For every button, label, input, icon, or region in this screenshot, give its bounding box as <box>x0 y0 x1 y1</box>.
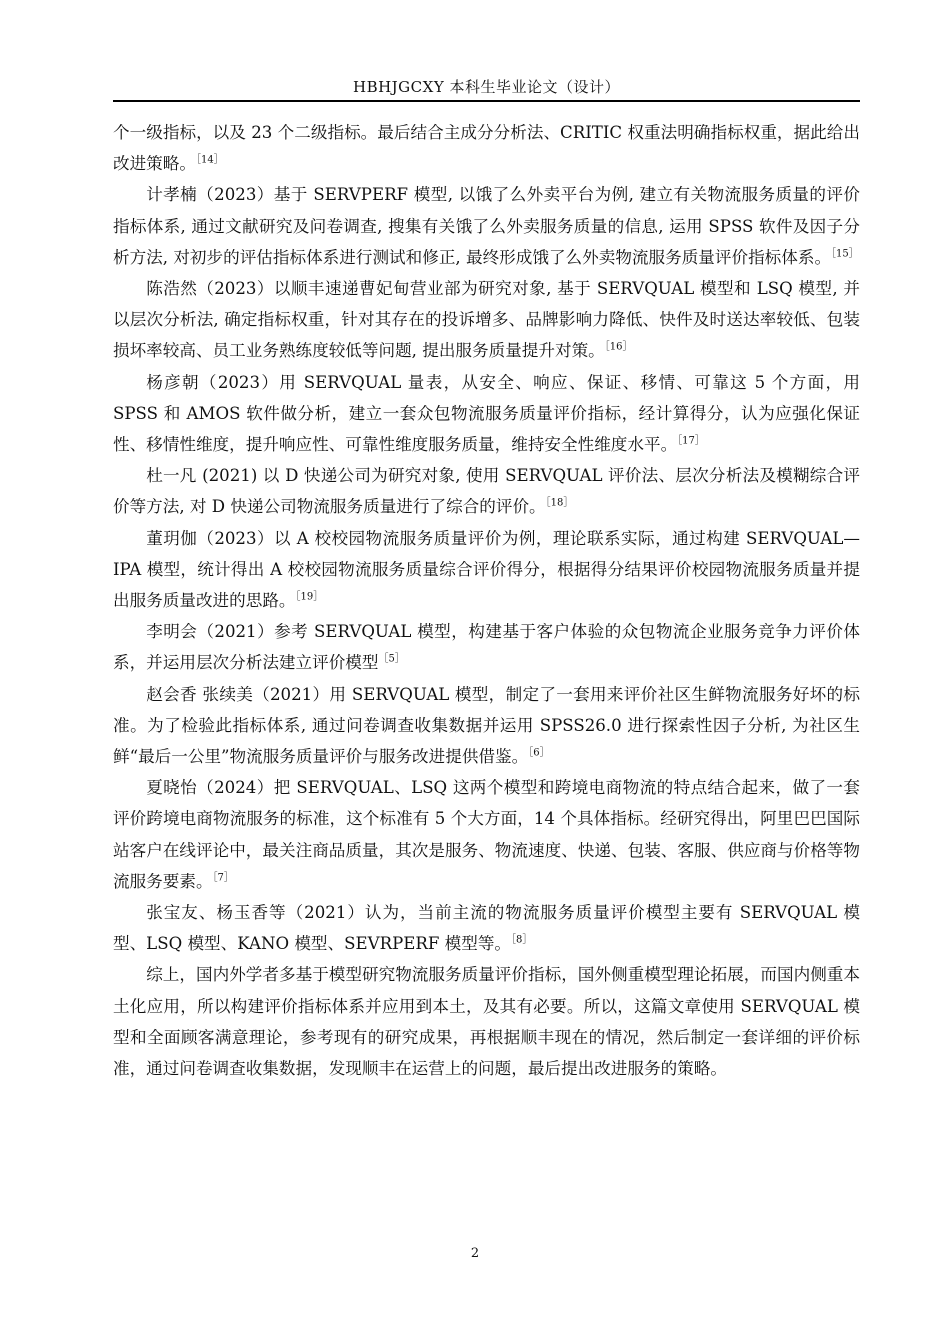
paragraph-1 <box>113 117 860 179</box>
paragraph-5 <box>113 460 860 522</box>
citation-ref[interactable]: ［8］ <box>511 934 533 946</box>
paragraph-text: 综上，国内外学者多基于模型研究物流服务质量评价指标，国外侧重模型理论拓展，而国内侧重本土化应用，所以构建评价指标体系并应用到本土，及其有必要。所以，这篇文章使用 SERVQUAL 模型和全面顾客满意理论，参考现有的研究成果，再根据顺丰现在的情况，然后制定一套详细的评价标准，通过问卷调查收集数据，发现顺丰在运营上的问题，最后提出改进服务的策略。 <box>113 965 860 1079</box>
paragraph-8 <box>113 679 860 773</box>
citation-ref[interactable]: ［7］ <box>212 872 234 884</box>
citation-ref[interactable]: ［17］ <box>677 435 705 447</box>
paragraph-2 <box>113 179 860 273</box>
citation-ref[interactable]: ［6］ <box>528 747 550 759</box>
paragraph-text: 董玥伽（2023）以 A 校校园物流服务质量评价为例，理论联系实际，通过构建 SERVQUAL—IPA 模型，统计得出 A 校校园物流服务质量综合评价得分，根据得分结果评价校园物流服务质量并提出服务质量改进的思路。 <box>113 528 860 611</box>
citation-ref[interactable]: ［15］ <box>831 248 859 260</box>
page-number: 2 <box>470 1246 480 1261</box>
body-text <box>113 117 860 1084</box>
paragraph-text: 杨彦朝（2023）用 SERVQUAL 量表，从安全、响应、保证、移情、可靠这 5 个方面，用 SPSS 和 AMOS 软件做分析，建立一套众包物流服务质量评价指标，经计算得分，认为应强化保证性、移情性维度，提升响应性、可靠性维度服务质量，维持安全性维度水平。 <box>113 372 860 455</box>
paragraph-text: 夏晓怡（2024）把 SERVQUAL、LSQ 这两个模型和跨境电商物流的特点结合起来，做了一套评价跨境电商物流服务的标准，这个标准有 5 个大方面，14 个具体指标。经研究得出，阿里巴巴国际站客户在线评论中，最关注商品质量，其次是服务、物流速度、快递、包装、客服、供应商与价格等物流服务要素。 <box>113 778 860 891</box>
citation-ref[interactable]: ［18］ <box>545 497 574 509</box>
paragraph-text: 张宝友、杨玉香等（2021）认为，当前主流的物流服务质量评价模型主要有 SERVQUAL 模型、LSQ 模型、KANO 模型、SEVRPERF 模型等。 <box>113 903 860 954</box>
paragraph-10 <box>113 897 860 959</box>
paragraph-text: 个一级指标，以及 23 个二级指标。最后结合主成分分析法、CRITIC 权重法明确指标权重，据此给出改进策略。 <box>113 123 860 174</box>
paragraph-3 <box>113 273 860 367</box>
citation-ref[interactable]: ［14］ <box>195 154 224 166</box>
citation-ref[interactable]: ［19］ <box>295 591 324 603</box>
page-header: HBHJGCXY 本科生毕业论文（设计） <box>352 78 620 96</box>
paragraph-text: 陈浩然（2023）以顺丰速递曹妃甸营业部为研究对象, 基于 SERVQUAL 模型和 LSQ 模型, 并以层次分析法, 确定指标权重，针对其存在的投诉增多、品牌影响力降低、快件及时送达率较低、包装损坏率较高、员工业务熟练度较低等问题, 提出服务质量提升对策。 <box>113 279 860 361</box>
header-divider <box>113 100 860 102</box>
paragraph-text: 杜一凡 (2021) 以 D 快递公司为研究对象, 使用 SERVQUAL 评价法、层次分析法及模糊综合评价等方法, 对 D 快递公司物流服务质量进行了综合的评价。 <box>113 466 860 517</box>
paragraph-7 <box>113 616 860 678</box>
paragraph-4 <box>113 367 860 461</box>
paragraph-text: 李明会（2021）参考 SERVQUAL 模型，构建基于客户体验的众包物流企业服务竞争力评价体系，并运用层次分析法建立评价模型 <box>113 622 860 673</box>
paragraph-text: 计孝楠（2023）基于 SERVPERF 模型, 以饿了么外卖平台为例, 建立有关物流服务质量的评价指标体系, 通过文献研究及问卷调查, 搜集有关饿了么外卖服务质量的信息, 运用 SPSS 软件及因子分析方法, 对初步的评估指标体系进行测试和修正, 最终形成饿了么外卖物流服务质量评价指标体系。 <box>113 185 860 267</box>
paragraph-text: 赵会香 张续美（2021）用 SERVQUAL 模型，制定了一套用来评价社区生鲜物流服务好坏的标准。为了检验此指标体系, 通过问卷调查收集数据并运用 SPSS26.0 进行探索性因子分析, 为社区生鲜“最后一公里”物流服务质量评价与服务改进提供借鉴。 <box>113 684 860 767</box>
paragraph-11 <box>113 959 860 1084</box>
paragraph-9 <box>113 772 860 897</box>
citation-ref[interactable]: ［5］ <box>378 653 405 665</box>
paragraph-6 <box>113 523 860 617</box>
citation-ref[interactable]: ［16］ <box>604 341 633 353</box>
